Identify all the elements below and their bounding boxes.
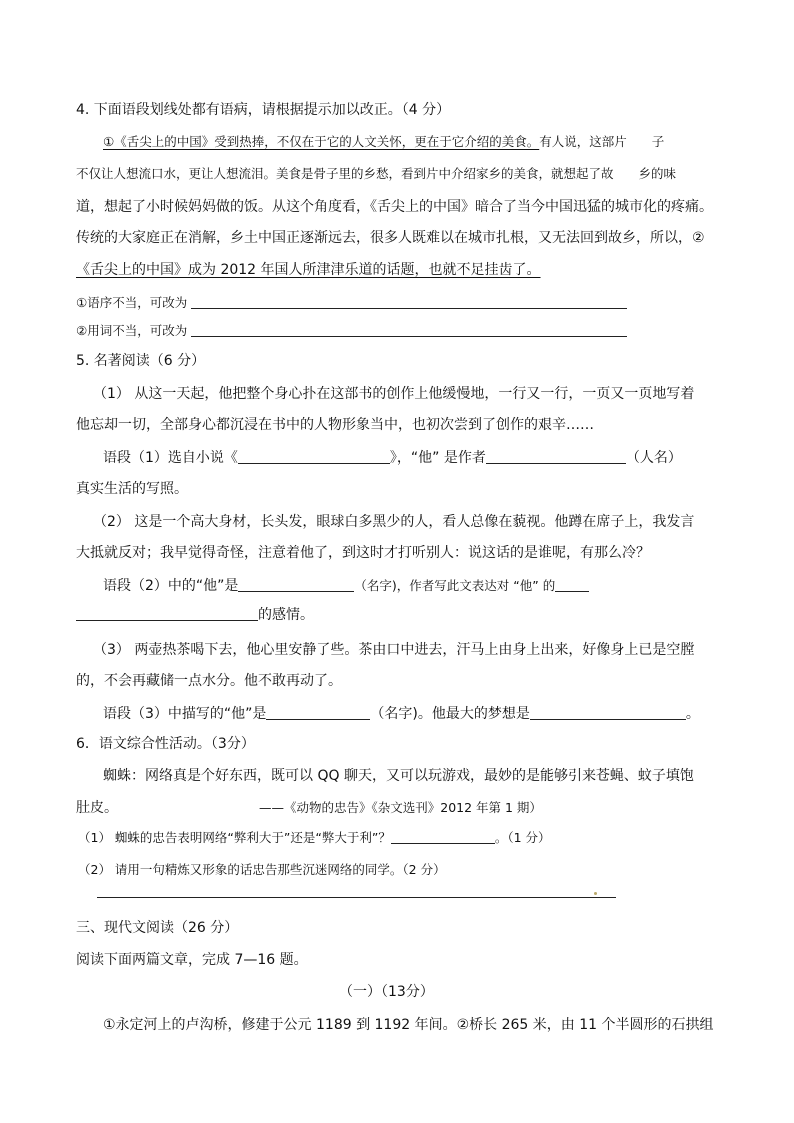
q5-question1-text-b: 》，“他” 是作者 [389, 450, 486, 466]
q5-question1 [103, 448, 682, 468]
q5-passage1-line2: 他忘却一切，全部身心都沉浸在书中的人物形象当中，也初次尝到了创作的艰辛…… [76, 417, 594, 433]
q5-feeling-blank-b[interactable] [76, 606, 258, 621]
q5-author-blank[interactable] [486, 449, 626, 464]
section3-part1-heading: （一）（13分） [339, 984, 434, 1000]
q5-passage2-line1: （2） 这是一个高大身材，长头发，眼球白多黑少的人，看人总像在藐视。他蹲在席子上，我发言 [93, 514, 695, 530]
q5-passage1-line1: （1） 从这一天起，他把整个身心扑在这部书的创作上他缓慢地，一行又一行，一页又一页地写着 [93, 386, 695, 402]
q4-answer-2 [76, 321, 627, 341]
q6-question2-answer-line[interactable] [97, 897, 616, 898]
q6-question2: （2） 请用一句精炼又形象的话忠告那些沉迷网络的同学。（2 分） [78, 862, 446, 877]
section3-intro: 阅读下面两篇文章，完成 7—16 题。 [76, 952, 308, 968]
q4-answer-2-label: ②用词不当，可改为 [76, 323, 188, 338]
q5-dream-blank[interactable] [530, 705, 686, 720]
q5-question2-text-b: （名字)，作者写此文表达对 “他” 的 [354, 578, 556, 593]
q5-passage3-line1: （3） 两壶热茶喝下去，他心里安静了些。茶由口中进去，汗马上由身上出来，好像身上已是空膛 [93, 642, 695, 658]
q5-question2-text-c: 的感情。 [258, 607, 314, 623]
q4-passage-line2: 不仅让人想流口水，更让人想流泪。美食是骨子里的乡愁，看到片中介绍家乡的美食，就想起了故 乡的味 [76, 166, 677, 181]
q6-source: ——《动物的忠告》《杂文选刊》2012 年第 1 期） [259, 800, 542, 815]
q4-answer-1-blank[interactable] [191, 294, 627, 309]
q5-novel-title-blank[interactable] [238, 449, 390, 464]
q5-question2-line2 [76, 605, 314, 625]
q6-question1-blank[interactable] [391, 829, 495, 844]
q4-underlined-sentence-1: ①《舌尖上的中国》受到热捧，不仅在于它的人文关怀，更在于它介绍的美食。 [103, 134, 540, 149]
q5-question3 [103, 704, 700, 724]
section3-title: 三、现代文阅读（26 分） [76, 920, 239, 936]
q5-question1-text-a: 语段（1）选自小说《 [103, 450, 238, 466]
q6-text-line1: 蜘蛛：网络真是个好东西，既可以 QQ 聊天，又可以玩游戏，最妙的是能够引来苍蝇、蚊子填饱 [103, 768, 694, 784]
q5-question3-text-a: 语段（3）中描写的“他”是 [103, 706, 267, 722]
q5-passage2-line2: 大抵就反对；我早觉得奇怪，注意着他了，到这时才打听别人：说这话的是谁呢，有那么冷？ [76, 545, 650, 561]
q4-answer-2-blank[interactable] [191, 322, 627, 337]
q4-answer-1 [76, 293, 627, 313]
q6-question1-points: 。（1 分） [494, 830, 551, 845]
q6-question1-text: （1） 蜘蛛的忠告表明网络“弊利大于”还是“弊大于利”？ [78, 830, 391, 845]
q6-text-line2: 肚皮。 [76, 800, 118, 816]
q5-question2 [103, 576, 589, 596]
q5-name-blank-2[interactable] [238, 577, 354, 592]
q5-question1-text-c: （人名） [625, 450, 682, 466]
q4-answer-1-label: ①语序不当，可改为 [76, 295, 188, 310]
section3-paragraph1: ①永定河上的卢沟桥，修建于公元 1189 到 1192 年间。②桥长 265 米，由 11 个半圆形的石拱组 [103, 1017, 714, 1033]
q4-passage-line5 [76, 260, 541, 280]
q5-feeling-blank-a[interactable] [555, 577, 589, 592]
q5-question3-text-b: （名字)。他最大的梦想是 [370, 706, 530, 722]
q4-passage-line4: 传统的大家庭正在消解，乡土中国正逐渐远去，很多人既难以在城市扎根，又无法回到故乡，所以，② [76, 230, 705, 246]
q4-title: 4. 下面语段划线处都有语病，请根据提示加以改正。（4 分） [76, 102, 451, 118]
q6-question1 [78, 828, 551, 848]
q5-question1-line2: 真实生活的写照。 [76, 481, 188, 497]
q5-question3-text-c: 。 [685, 706, 700, 722]
stray-mark [594, 892, 597, 895]
q4-passage-line1 [103, 132, 664, 152]
q5-title: 5. 名著阅读（6 分） [76, 353, 206, 369]
q6-title: 6．语文综合性活动。（3分） [76, 736, 255, 752]
q4-passage-line3: 道，想起了小时候妈妈做的饭。从这个角度看，《舌尖上的中国》暗合了当今中国迅猛的城市化的疼痛。 [76, 199, 713, 215]
q4-passage-line1-rest: 有人说，这部片 子 [539, 134, 665, 149]
q5-passage3-line2: 的，不会再藏储一点水分。他不敢再动了。 [76, 673, 342, 689]
q5-question2-text-a: 语段（2）中的“他”是 [103, 578, 239, 594]
q5-name-blank-3[interactable] [266, 705, 370, 720]
q4-underlined-sentence-2: 《舌尖上的中国》成为 2012 年国人所津津乐道的话题，也就不足挂齿了。 [76, 262, 541, 278]
